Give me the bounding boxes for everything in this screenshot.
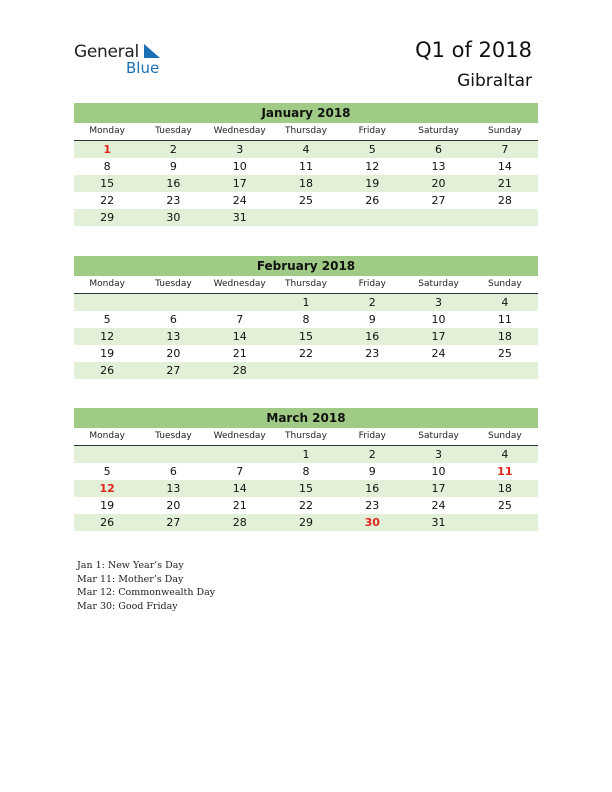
weekday-label: Friday (358, 279, 386, 289)
day-cell: 10 (232, 160, 247, 173)
day-cell: 27 (431, 194, 446, 207)
day-cell: 9 (368, 313, 376, 326)
week-row (74, 175, 538, 192)
day-cell: 14 (232, 330, 247, 343)
day-cell: 8 (302, 313, 310, 326)
day-cell: 16 (365, 330, 380, 343)
weekday-label: Sunday (487, 126, 522, 136)
day-cell (74, 294, 140, 311)
day-cell: 28 (232, 364, 247, 377)
day-cell: 7 (501, 143, 509, 156)
day-cell: 4 (501, 296, 509, 309)
day-cell: 3 (435, 448, 443, 461)
day-cell (405, 362, 471, 379)
day-cell: 19 (100, 347, 115, 360)
logo-text-blue: Blue (126, 59, 160, 77)
month-calendar-march (74, 408, 538, 531)
week-row (74, 141, 538, 158)
day-cell: 3 (435, 296, 443, 309)
day-cell: 24 (232, 194, 247, 207)
logo-text-general: General (74, 42, 139, 62)
day-cell: 13 (166, 330, 181, 343)
day-cell (339, 362, 405, 379)
day-cell: 19 (365, 177, 380, 190)
day-cell: 4 (302, 143, 310, 156)
weekday-header-row (74, 123, 538, 141)
day-cell: 6 (169, 313, 177, 326)
day-cell: 21 (232, 347, 247, 360)
weekday-label: Wednesday (213, 431, 266, 441)
day-cell: 17 (232, 177, 247, 190)
day-cell: 30 (364, 516, 380, 529)
day-cell (472, 362, 538, 379)
day-cell (207, 294, 273, 311)
month-title: March 2018 (74, 408, 538, 428)
day-cell: 25 (497, 499, 512, 512)
weekday-label: Monday (89, 126, 125, 136)
region-name: Gibraltar (457, 71, 532, 91)
day-cell: 2 (368, 296, 376, 309)
day-cell: 7 (236, 313, 244, 326)
day-cell: 21 (497, 177, 512, 190)
week-row (74, 362, 538, 379)
day-cell: 2 (169, 143, 177, 156)
month-calendar-february (74, 256, 538, 379)
month-calendar-january (74, 103, 538, 226)
weekday-label: Saturday (418, 431, 459, 441)
weekday-label: Sunday (487, 431, 522, 441)
weekday-label: Sunday (487, 279, 522, 289)
day-cell: 15 (100, 177, 115, 190)
day-cell: 10 (431, 465, 446, 478)
weekday-label: Thursday (285, 126, 327, 136)
week-row (74, 209, 538, 226)
day-cell: 22 (298, 499, 313, 512)
day-cell: 6 (169, 465, 177, 478)
day-cell: 13 (431, 160, 446, 173)
day-cell (140, 294, 206, 311)
day-cell (472, 514, 538, 531)
day-cell: 23 (166, 194, 181, 207)
weekday-header-row (74, 276, 538, 294)
day-cell: 5 (103, 465, 111, 478)
week-row (74, 463, 538, 480)
weekday-label: Tuesday (155, 126, 192, 136)
weekday-label: Wednesday (213, 279, 266, 289)
week-row (74, 497, 538, 514)
day-cell: 12 (365, 160, 380, 173)
week-row (74, 192, 538, 209)
day-cell: 12 (99, 482, 115, 495)
day-cell: 20 (431, 177, 446, 190)
week-row (74, 514, 538, 531)
day-cell: 15 (298, 330, 313, 343)
weekday-header-row (74, 428, 538, 446)
day-cell: 13 (166, 482, 181, 495)
page-title: Q1 of 2018 (415, 38, 532, 62)
day-cell: 14 (497, 160, 512, 173)
day-cell: 25 (298, 194, 313, 207)
weekday-label: Saturday (418, 279, 459, 289)
day-cell (140, 446, 206, 463)
day-cell: 27 (166, 516, 181, 529)
weekday-label: Friday (358, 431, 386, 441)
day-cell: 30 (166, 211, 181, 224)
day-cell: 6 (435, 143, 443, 156)
day-cell: 25 (497, 347, 512, 360)
day-cell: 15 (298, 482, 313, 495)
day-cell: 23 (365, 347, 380, 360)
month-title: January 2018 (74, 103, 538, 123)
day-cell: 26 (100, 516, 115, 529)
day-cell: 18 (497, 482, 512, 495)
day-cell: 4 (501, 448, 509, 461)
day-cell: 1 (103, 143, 111, 156)
week-row (74, 294, 538, 311)
day-cell: 10 (431, 313, 446, 326)
day-cell (74, 446, 140, 463)
day-cell: 14 (232, 482, 247, 495)
day-cell: 28 (232, 516, 247, 529)
day-cell: 29 (298, 516, 313, 529)
day-cell: 19 (100, 499, 115, 512)
holiday-notes (77, 559, 215, 613)
day-cell: 17 (431, 330, 446, 343)
day-cell: 11 (298, 160, 313, 173)
day-cell: 9 (169, 160, 177, 173)
holiday-note: Mar 12: Commonwealth Day (77, 587, 216, 598)
day-cell: 31 (232, 211, 247, 224)
day-cell: 24 (431, 347, 446, 360)
day-cell: 5 (368, 143, 376, 156)
day-cell (273, 362, 339, 379)
holiday-note: Jan 1: New Year’s Day (77, 560, 184, 571)
day-cell: 11 (497, 465, 513, 478)
day-cell (273, 209, 339, 226)
logo-triangle-icon (142, 44, 162, 60)
week-row (74, 328, 538, 345)
day-cell: 27 (166, 364, 181, 377)
day-cell: 5 (103, 313, 111, 326)
day-cell: 28 (497, 194, 512, 207)
day-cell: 23 (365, 499, 380, 512)
day-cell: 26 (100, 364, 115, 377)
day-cell: 2 (368, 448, 376, 461)
holiday-note: Mar 11: Mother’s Day (77, 573, 184, 585)
week-row (74, 158, 538, 175)
week-row (74, 480, 538, 497)
weekday-label: Monday (89, 279, 125, 289)
day-cell: 26 (365, 194, 380, 207)
day-cell: 11 (497, 313, 512, 326)
holiday-note: Mar 30: Good Friday (77, 600, 178, 612)
day-cell: 8 (302, 465, 310, 478)
day-cell: 17 (431, 482, 446, 495)
weekday-label: Friday (358, 126, 386, 136)
day-cell (339, 209, 405, 226)
day-cell (405, 209, 471, 226)
day-cell: 18 (497, 330, 512, 343)
brand-logo (74, 42, 174, 76)
day-cell: 16 (166, 177, 181, 190)
day-cell: 31 (431, 516, 446, 529)
day-cell: 16 (365, 482, 380, 495)
day-cell: 12 (100, 330, 115, 343)
day-cell: 3 (236, 143, 244, 156)
day-cell: 1 (302, 448, 310, 461)
day-cell: 8 (103, 160, 111, 173)
weekday-label: Thursday (285, 279, 327, 289)
week-row (74, 345, 538, 362)
day-cell: 20 (166, 347, 181, 360)
weekday-label: Thursday (285, 431, 327, 441)
weekday-label: Tuesday (155, 431, 192, 441)
day-cell: 22 (298, 347, 313, 360)
weekday-label: Monday (89, 431, 125, 441)
week-row (74, 311, 538, 328)
month-title: February 2018 (74, 256, 538, 276)
day-cell: 20 (166, 499, 181, 512)
weekday-label: Wednesday (213, 126, 266, 136)
day-cell: 18 (298, 177, 313, 190)
day-cell: 1 (302, 296, 310, 309)
day-cell (207, 446, 273, 463)
day-cell: 9 (368, 465, 376, 478)
weekday-label: Tuesday (155, 279, 192, 289)
day-cell: 22 (100, 194, 115, 207)
day-cell: 21 (232, 499, 247, 512)
day-cell: 29 (100, 211, 115, 224)
week-row (74, 446, 538, 463)
weekday-label: Saturday (418, 126, 459, 136)
day-cell: 24 (431, 499, 446, 512)
day-cell (472, 209, 538, 226)
day-cell: 7 (236, 465, 244, 478)
